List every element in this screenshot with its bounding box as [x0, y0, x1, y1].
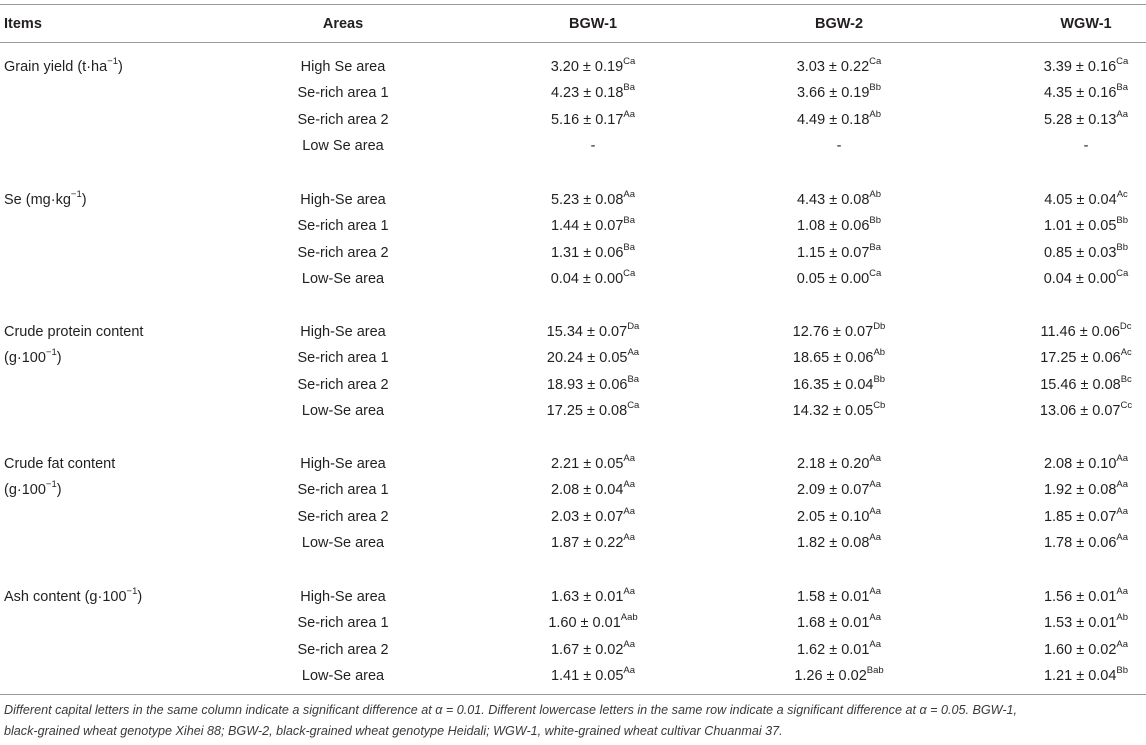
- header-items: Items: [4, 16, 42, 32]
- value-cell-wgw1: [980, 614, 1146, 632]
- area-cell: [240, 84, 446, 102]
- significance-letters: Aa: [627, 347, 640, 359]
- value-cell-bgw1: [487, 58, 699, 76]
- mean-sd-value: 1.82 ± 0.08: [796, 534, 870, 551]
- area-label: Low-Se area: [301, 270, 385, 287]
- value-cell-wgw1: [980, 58, 1146, 76]
- mean-sd-value: 1.58 ± 0.01: [796, 589, 870, 605]
- significance-letters: Ba: [1116, 82, 1129, 94]
- mean-sd-value: 20.24 ± 0.05: [546, 350, 628, 367]
- header-wgw1: WGW-1: [1060, 16, 1112, 32]
- item-label-close: ): [81, 192, 87, 208]
- value-cell-wgw1: [980, 373, 1146, 394]
- area-label: High-Se area: [300, 324, 386, 340]
- value-cell-bgw2: [733, 588, 945, 606]
- significance-letters: Aa: [623, 638, 636, 650]
- area-cell: [240, 534, 446, 552]
- mean-sd-value: 1.62 ± 0.01: [796, 641, 870, 658]
- header-bgw2: BGW-2: [814, 16, 864, 32]
- area-cell: [240, 455, 446, 473]
- area-label: Se-rich area 2: [297, 111, 389, 128]
- significance-letters: Aa: [623, 586, 636, 598]
- value-cell-bgw1: [487, 217, 699, 235]
- value-cell-bgw1: [487, 667, 699, 685]
- value-cell-bgw1: [487, 614, 699, 632]
- significance-letters: Ab: [869, 189, 882, 201]
- area-cell: [240, 402, 446, 420]
- significance-letters: Aab: [620, 612, 638, 624]
- area-cell: [240, 588, 446, 606]
- area-label: Low-Se area: [301, 534, 385, 551]
- significance-letters: Ba: [623, 241, 636, 253]
- item-label-text: Ash content (g·100: [4, 589, 127, 605]
- mean-sd-value: 1.60 ± 0.01: [548, 615, 621, 632]
- value-cell-bgw1: [487, 638, 699, 659]
- area-cell: [240, 508, 446, 526]
- mean-sd-value: 1.92 ± 0.08: [1043, 482, 1117, 499]
- value-cell-bgw1: [487, 505, 699, 526]
- mean-sd-value: -: [590, 137, 596, 154]
- mean-sd-value: 5.16 ± 0.17: [550, 111, 624, 128]
- mean-sd-value: 1.15 ± 0.07: [796, 244, 870, 261]
- area-cell: [240, 137, 446, 155]
- mean-sd-value: 1.67 ± 0.02: [550, 641, 624, 658]
- value-cell-wgw1: [980, 349, 1146, 367]
- significance-letters: Cc: [1120, 400, 1133, 412]
- value-cell-bgw1: [487, 373, 699, 394]
- significance-letters: Aa: [623, 532, 636, 544]
- area-label: High Se area: [300, 59, 386, 75]
- item-unit-exponent: −1: [107, 56, 118, 68]
- mean-sd-value: 15.34 ± 0.07: [546, 324, 628, 340]
- mean-sd-value: 2.05 ± 0.10: [796, 508, 870, 525]
- mean-sd-value: 1.26 ± 0.02: [794, 667, 867, 684]
- significance-letters: Ca: [1116, 268, 1129, 280]
- area-cell: [240, 376, 446, 394]
- mean-sd-value: 0.04 ± 0.00: [550, 270, 624, 287]
- significance-letters: Aa: [623, 479, 636, 491]
- mean-sd-value: 2.03 ± 0.07: [550, 508, 624, 525]
- significance-letters: Ac: [1116, 189, 1128, 201]
- value-cell-wgw1: [980, 217, 1146, 235]
- mean-sd-value: 17.25 ± 0.08: [546, 402, 628, 419]
- mean-sd-value: 2.18 ± 0.20: [796, 456, 870, 472]
- item-label-close: ): [56, 350, 62, 366]
- value-cell-wgw1: [980, 534, 1146, 552]
- item-label-text: (g·100: [4, 482, 46, 498]
- table-top-rule: [0, 4, 1146, 5]
- value-cell-bgw2: [733, 241, 945, 262]
- value-cell-wgw1: [980, 505, 1146, 526]
- area-cell: [240, 58, 446, 76]
- item-label: [4, 481, 62, 499]
- value-cell-bgw2: [733, 373, 945, 394]
- mean-sd-value: 4.49 ± 0.18: [796, 111, 870, 128]
- significance-letters: Ca: [627, 400, 640, 412]
- significance-letters: Ab: [1116, 612, 1129, 624]
- area-cell: [240, 614, 446, 632]
- area-cell: [240, 349, 446, 367]
- value-cell-wgw1: [980, 402, 1146, 420]
- significance-letters: Ca: [869, 56, 882, 68]
- mean-sd-value: 3.39 ± 0.16: [1043, 59, 1117, 75]
- area-cell: [240, 191, 446, 209]
- value-cell-bgw2: [733, 402, 945, 420]
- mean-sd-value: 0.04 ± 0.00: [1043, 270, 1117, 287]
- mean-sd-value: 4.23 ± 0.18: [550, 85, 624, 102]
- item-label-text: Grain yield (t·ha: [4, 59, 108, 75]
- significance-letters: Aa: [623, 453, 636, 465]
- area-label: Se-rich area 2: [297, 641, 389, 658]
- value-cell-bgw1: [487, 137, 699, 155]
- significance-letters: Aa: [1116, 638, 1129, 650]
- significance-letters: Cb: [873, 400, 886, 412]
- item-label: [4, 323, 143, 341]
- significance-letters: Aa: [869, 612, 882, 624]
- area-label: Se-rich area 1: [297, 350, 389, 367]
- significance-letters: Aa: [869, 586, 882, 598]
- mean-sd-value: 1.85 ± 0.07: [1043, 508, 1117, 525]
- mean-sd-value: 5.28 ± 0.13: [1043, 111, 1117, 128]
- area-cell: [240, 244, 446, 262]
- value-cell-bgw2: [733, 667, 945, 685]
- item-label-text: Se (mg·kg: [4, 192, 71, 208]
- mean-sd-value: 1.68 ± 0.01: [796, 615, 870, 632]
- mean-sd-value: 4.35 ± 0.16: [1043, 85, 1117, 102]
- mean-sd-value: 1.01 ± 0.05: [1043, 218, 1117, 235]
- value-cell-bgw1: [487, 323, 699, 341]
- significance-letters: Ca: [1116, 56, 1129, 68]
- significance-letters: Ca: [623, 268, 636, 280]
- mean-sd-value: 1.31 ± 0.06: [550, 244, 624, 261]
- value-cell-bgw1: [487, 241, 699, 262]
- significance-letters: Bb: [869, 215, 882, 227]
- significance-letters: Aa: [1116, 453, 1129, 465]
- significance-letters: Aa: [623, 108, 636, 120]
- item-label-close: ): [137, 589, 143, 605]
- value-cell-bgw1: [487, 534, 699, 552]
- significance-letters: Da: [627, 321, 640, 333]
- value-cell-wgw1: [980, 137, 1146, 155]
- significance-letters: Ba: [623, 215, 636, 227]
- footnote-line-2: black-grained wheat genotype Xihei 88; BGW-2, black-grained wheat genotype Heidali; WGW-1, white-grained wheat cultivar Chuanmai 37.: [4, 724, 783, 738]
- area-label: Se-rich area 1: [297, 482, 389, 499]
- significance-letters: Bb: [873, 373, 886, 385]
- significance-letters: Aa: [623, 189, 636, 201]
- significance-letters: Db: [873, 321, 886, 333]
- mean-sd-value: 1.41 ± 0.05: [550, 667, 624, 684]
- value-cell-wgw1: [980, 241, 1146, 262]
- mean-sd-value: 13.06 ± 0.07: [1039, 402, 1121, 419]
- significance-letters: Ac: [1120, 347, 1132, 359]
- mean-sd-value: 0.05 ± 0.00: [796, 270, 870, 287]
- significance-letters: Aa: [869, 505, 882, 517]
- value-cell-wgw1: [980, 270, 1146, 288]
- value-cell-bgw1: [487, 588, 699, 606]
- mean-sd-value: 18.65 ± 0.06: [792, 350, 874, 367]
- mean-sd-value: 5.23 ± 0.08: [550, 192, 624, 208]
- significance-letters: Ab: [869, 108, 882, 120]
- value-cell-bgw2: [733, 638, 945, 659]
- significance-letters: Aa: [1116, 479, 1129, 491]
- mean-sd-value: 2.08 ± 0.04: [550, 482, 624, 499]
- mean-sd-value: 2.09 ± 0.07: [796, 482, 870, 499]
- item-label: [4, 588, 142, 606]
- area-label: Low-Se area: [301, 402, 385, 419]
- mean-sd-value: 1.08 ± 0.06: [796, 218, 870, 235]
- value-cell-wgw1: [980, 667, 1146, 685]
- value-cell-wgw1: [980, 455, 1146, 473]
- area-label: Se-rich area 2: [297, 508, 389, 525]
- value-cell-bgw2: [733, 108, 945, 129]
- value-cell-wgw1: [980, 588, 1146, 606]
- value-cell-wgw1: [980, 638, 1146, 659]
- area-label: Se-rich area 1: [297, 218, 389, 235]
- mean-sd-value: 1.60 ± 0.02: [1043, 641, 1117, 658]
- header-bgw1: BGW-1: [568, 16, 618, 32]
- footnote-line-1: Different capital letters in the same column indicate a significant difference at α = 0.01. Different lowercase letters in the same row indicate a significant difference at α = 0.05. BGW-1,: [4, 703, 1018, 717]
- significance-letters: Ba: [869, 241, 882, 253]
- area-cell: [240, 323, 446, 341]
- value-cell-bgw2: [733, 58, 945, 76]
- value-cell-bgw2: [733, 323, 945, 341]
- mean-sd-value: 0.85 ± 0.03: [1043, 244, 1117, 261]
- item-label-text: Crude fat content: [4, 456, 116, 472]
- mean-sd-value: 1.53 ± 0.01: [1043, 615, 1117, 632]
- significance-letters: Aa: [1116, 532, 1129, 544]
- value-cell-bgw2: [733, 217, 945, 235]
- value-cell-bgw2: [733, 349, 945, 367]
- area-cell: [240, 270, 446, 288]
- mean-sd-value: -: [1083, 137, 1089, 154]
- significance-letters: Ba: [627, 373, 640, 385]
- mean-sd-value: 3.03 ± 0.22: [796, 59, 870, 75]
- mean-sd-value: 3.66 ± 0.19: [796, 85, 870, 102]
- value-cell-bgw2: [733, 481, 945, 499]
- significance-letters: Bb: [1116, 241, 1129, 253]
- significance-letters: Bb: [1116, 665, 1129, 677]
- item-label: [4, 191, 87, 209]
- area-cell: [240, 217, 446, 235]
- significance-letters: Aa: [623, 665, 636, 677]
- area-label: High-Se area: [300, 589, 386, 605]
- mean-sd-value: 4.05 ± 0.04: [1044, 192, 1117, 208]
- value-cell-bgw2: [733, 505, 945, 526]
- area-label: Low Se area: [302, 137, 384, 154]
- mean-sd-value: 16.35 ± 0.04: [792, 376, 874, 393]
- value-cell-bgw1: [487, 402, 699, 420]
- area-cell: [240, 667, 446, 685]
- item-unit-exponent: −1: [45, 347, 57, 359]
- mean-sd-value: 1.21 ± 0.04: [1043, 667, 1117, 684]
- area-label: Se-rich area 1: [297, 615, 389, 632]
- value-cell-bgw1: [487, 481, 699, 499]
- value-cell-bgw1: [487, 270, 699, 288]
- mean-sd-value: 1.44 ± 0.07: [550, 218, 624, 235]
- mean-sd-value: 3.20 ± 0.19: [550, 59, 624, 75]
- mean-sd-value: 14.32 ± 0.05: [792, 402, 874, 419]
- mean-sd-value: 4.43 ± 0.08: [796, 192, 870, 208]
- value-cell-bgw2: [733, 614, 945, 632]
- table-bottom-rule: [0, 694, 1146, 695]
- item-label-text: (g·100: [4, 350, 46, 366]
- significance-letters: Dc: [1119, 321, 1132, 333]
- significance-letters: Aa: [869, 638, 882, 650]
- area-cell: [240, 641, 446, 659]
- mean-sd-value: 1.87 ± 0.22: [550, 534, 624, 551]
- significance-letters: Aa: [869, 532, 882, 544]
- significance-letters: Aa: [1116, 586, 1129, 598]
- value-cell-wgw1: [980, 108, 1146, 129]
- area-label: Se-rich area 2: [297, 244, 389, 261]
- value-cell-bgw1: [487, 349, 699, 367]
- value-cell-bgw1: [487, 455, 699, 473]
- value-cell-bgw2: [733, 84, 945, 102]
- significance-letters: Aa: [623, 505, 636, 517]
- mean-sd-value: 1.63 ± 0.01: [550, 589, 624, 605]
- table-footnote: [4, 700, 1142, 742]
- value-cell-bgw2: [733, 191, 945, 209]
- significance-letters: Ca: [623, 56, 636, 68]
- item-label-text: Crude protein content: [4, 324, 144, 340]
- significance-letters: Aa: [869, 479, 882, 491]
- value-cell-bgw1: [487, 84, 699, 102]
- mean-sd-value: 11.46 ± 0.06: [1040, 324, 1120, 340]
- value-cell-wgw1: [980, 323, 1146, 341]
- significance-letters: Bc: [1120, 373, 1132, 385]
- area-label: High-Se area: [300, 456, 386, 472]
- mean-sd-value: 1.56 ± 0.01: [1043, 589, 1117, 605]
- item-label: [4, 455, 115, 473]
- significance-letters: Bb: [1116, 215, 1129, 227]
- item-label-close: ): [118, 59, 123, 75]
- significance-letters: Aa: [869, 453, 882, 465]
- value-cell-bgw2: [733, 534, 945, 552]
- area-label: High-Se area: [300, 192, 386, 208]
- mean-sd-value: 2.21 ± 0.05: [550, 456, 624, 472]
- area-label: Se-rich area 1: [297, 85, 389, 102]
- mean-sd-value: 18.93 ± 0.06: [546, 376, 628, 393]
- area-cell: [240, 111, 446, 129]
- item-label: [4, 349, 62, 367]
- header-areas: Areas: [322, 16, 364, 32]
- item-unit-exponent: −1: [126, 586, 138, 598]
- value-cell-bgw2: [733, 270, 945, 288]
- significance-letters: Aa: [1116, 108, 1129, 120]
- item-label-close: ): [56, 482, 62, 498]
- significance-letters: Bb: [869, 82, 882, 94]
- significance-letters: Aa: [1116, 505, 1129, 517]
- significance-letters: Bab: [866, 665, 884, 677]
- value-cell-bgw1: [487, 108, 699, 129]
- mean-sd-value: 12.76 ± 0.07: [792, 324, 874, 340]
- significance-letters: Ca: [869, 268, 882, 280]
- value-cell-bgw2: [733, 137, 945, 155]
- mean-sd-value: 17.25 ± 0.06: [1040, 350, 1121, 367]
- item-unit-exponent: −1: [70, 189, 82, 201]
- value-cell-wgw1: [980, 481, 1146, 499]
- value-cell-wgw1: [980, 191, 1146, 209]
- value-cell-bgw1: [487, 191, 699, 209]
- mean-sd-value: 15.46 ± 0.08: [1040, 376, 1121, 393]
- area-cell: [240, 481, 446, 499]
- item-label: [4, 58, 123, 76]
- significance-letters: Ba: [623, 82, 636, 94]
- mean-sd-value: -: [836, 137, 842, 154]
- item-unit-exponent: −1: [45, 479, 57, 491]
- value-cell-wgw1: [980, 84, 1146, 102]
- area-label: Low-Se area: [301, 667, 385, 684]
- mean-sd-value: 2.08 ± 0.10: [1043, 456, 1117, 472]
- value-cell-bgw2: [733, 455, 945, 473]
- significance-letters: Ab: [873, 347, 886, 359]
- area-label: Se-rich area 2: [297, 376, 389, 393]
- mean-sd-value: 1.78 ± 0.06: [1043, 534, 1117, 551]
- header-rule: [0, 42, 1146, 43]
